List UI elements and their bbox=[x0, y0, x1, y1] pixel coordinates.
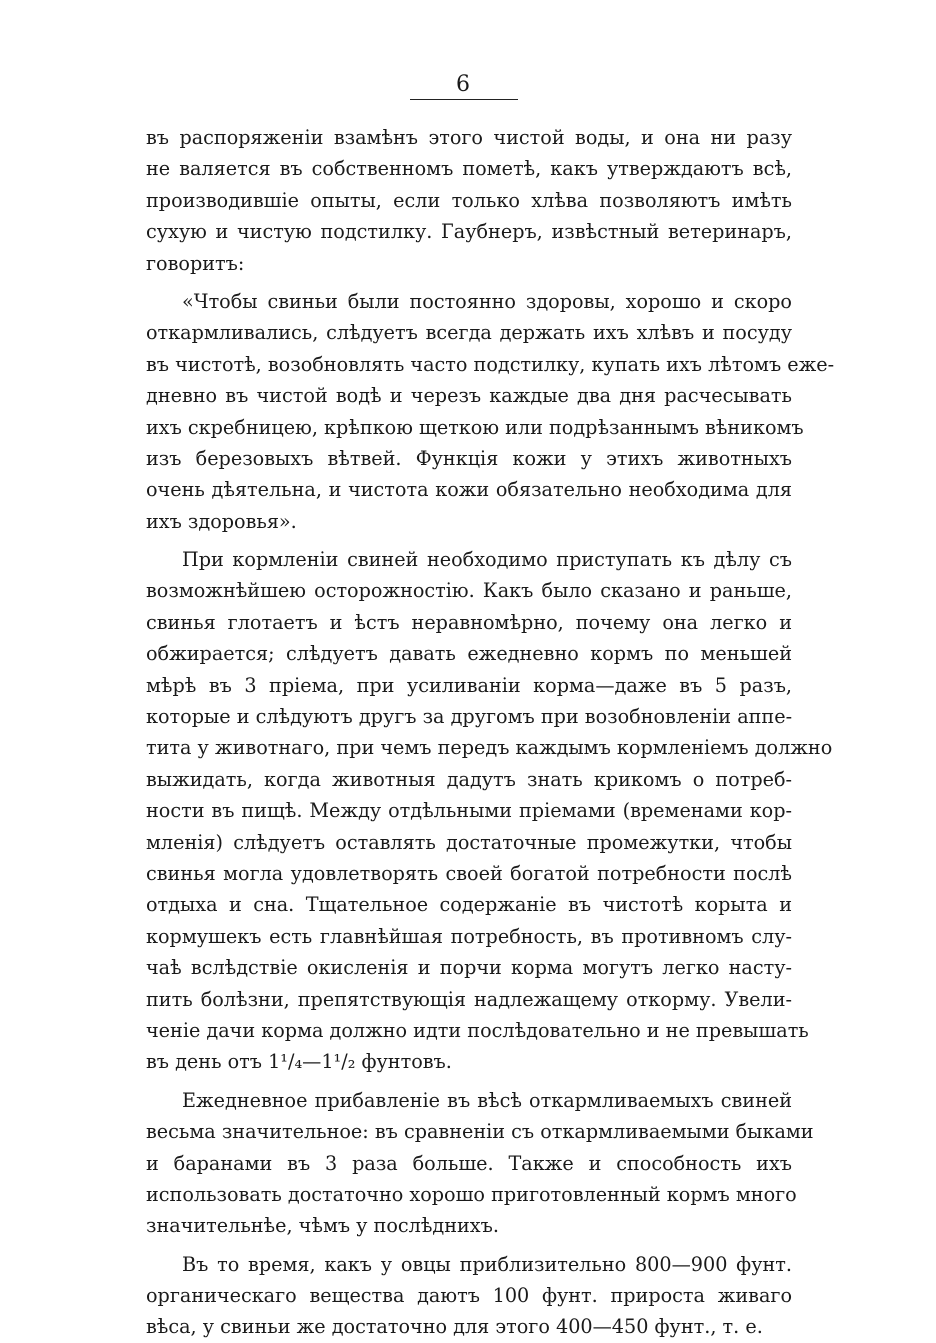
text-line: откармливались, слѣдуетъ всегда держать ихъ хлѣвъ и посуду bbox=[146, 321, 792, 345]
text-line: въ чистотѣ, возобновлять часто подстилку, купать ихъ лѣтомъ еже- bbox=[146, 352, 835, 376]
paragraph-gap bbox=[146, 1078, 792, 1085]
paragraph bbox=[146, 544, 833, 1078]
text-line: которые и слѣдуютъ другъ за другомъ при возобновленіи аппе- bbox=[146, 705, 793, 729]
paragraph-gap bbox=[146, 537, 792, 544]
text-line: тита у животнаго, при чемъ передъ каждымъ кормленіемъ должно bbox=[146, 736, 833, 760]
text-line: пить болѣзни, препятствующія надлежащему откорму. Увели- bbox=[146, 987, 792, 1011]
text-line: въ день отъ 1¹/₄—1¹/₂ фунтовъ. bbox=[146, 1050, 452, 1074]
text-line: ности въ пищѣ. Между отдѣльными пріемами (временами кор- bbox=[146, 799, 792, 823]
text-line: использовать достаточно хорошо приготовленный кормъ много bbox=[146, 1182, 797, 1206]
text-line: чаѣ вслѣдствіе окисленія и порчи корма могутъ легко насту- bbox=[146, 956, 792, 980]
paragraph bbox=[146, 1249, 792, 1343]
text-line: возможнѣйшею осторожностію. Какъ было сказано и раньше, bbox=[146, 579, 792, 603]
text-line: свинья могла удовлетворять своей богатой потребности послѣ bbox=[146, 861, 792, 885]
text-line: органическаго вещества даютъ 100 фунт. прироста живаго bbox=[146, 1284, 792, 1308]
paragraph bbox=[146, 1085, 814, 1242]
paragraph bbox=[146, 286, 835, 537]
paragraph-gap bbox=[146, 1242, 792, 1249]
paragraph bbox=[146, 122, 792, 279]
text-line: производившіе опыты, если только хлѣва позволяютъ имѣть bbox=[146, 188, 792, 212]
text-line: дневно въ чистой водѣ и черезъ каждые два дня расчесывать bbox=[146, 384, 792, 408]
page-header bbox=[0, 72, 936, 112]
text-line: выжидать, когда животныя дадутъ знать крикомъ о потреб- bbox=[146, 767, 792, 791]
text-line: очень дѣятельна, и чистота кожи обязательно необходима для bbox=[146, 478, 792, 502]
text-line: ихъ здоровья». bbox=[146, 509, 297, 533]
text-line: не валяется въ собственномъ пометѣ, какъ утверждаютъ всѣ, bbox=[146, 157, 792, 181]
body-text bbox=[146, 122, 835, 1343]
text-line: и баранами въ 3 раза больше. Также и способность ихъ bbox=[146, 1151, 792, 1175]
text-line: ченіе дачи корма должно идти послѣдовательно и не превышать bbox=[146, 1018, 809, 1042]
text-line: кормушекъ есть главнѣйшая потребность, въ противномъ слу- bbox=[146, 924, 792, 948]
text-line: мѣрѣ въ 3 пріема, при усиливаніи корма—даже въ 5 разъ, bbox=[146, 673, 792, 697]
text-line: весьма значительное: въ сравненіи съ откармливаемыми быками bbox=[146, 1120, 814, 1144]
text-line: ихъ скребницею, крѣпкою щеткою или подрѣзаннымъ вѣникомъ bbox=[146, 415, 804, 439]
text-line: «Чтобы свиньи были постоянно здоровы, хорошо и скоро bbox=[182, 289, 792, 313]
text-line: изъ березовыхъ вѣтвей. Функція кожи у этихъ животныхъ bbox=[146, 446, 792, 470]
text-line: При кормленіи свиней необходимо приступать къ дѣлу съ bbox=[182, 548, 792, 572]
paragraph-gap bbox=[146, 279, 792, 286]
text-line: обжирается; слѣдуетъ давать ежедневно кормъ по меньшей bbox=[146, 642, 792, 666]
header-rule bbox=[410, 99, 518, 100]
text-line: свинья глотаетъ и ѣстъ неравномѣрно, почему она легко и bbox=[146, 610, 792, 634]
text-line: говоритъ: bbox=[146, 251, 245, 275]
page-number: 6 bbox=[456, 72, 470, 97]
text-line: вѣса, у свиньи же достаточно для этого 400—450 фунт., т. е. bbox=[146, 1315, 763, 1339]
text-line: отдыха и сна. Тщательное содержаніе въ чистотѣ корыта и bbox=[146, 893, 792, 917]
text-line: мленія) слѣдуетъ оставлять достаточные промежутки, чтобы bbox=[146, 830, 792, 854]
text-line: Въ то время, какъ у овцы приблизительно 800—900 фунт. bbox=[182, 1252, 792, 1276]
text-line: значительнѣе, чѣмъ у послѣднихъ. bbox=[146, 1214, 499, 1238]
text-line: сухую и чистую подстилку. Гаубнеръ, извѣстный ветеринаръ, bbox=[146, 220, 792, 244]
text-line: Ежедневное прибавленіе въ вѣсѣ откармливаемыхъ свиней bbox=[182, 1088, 792, 1112]
text-line: въ распоряженіи взамѣнъ этого чистой воды, и она ни разу bbox=[146, 126, 792, 149]
